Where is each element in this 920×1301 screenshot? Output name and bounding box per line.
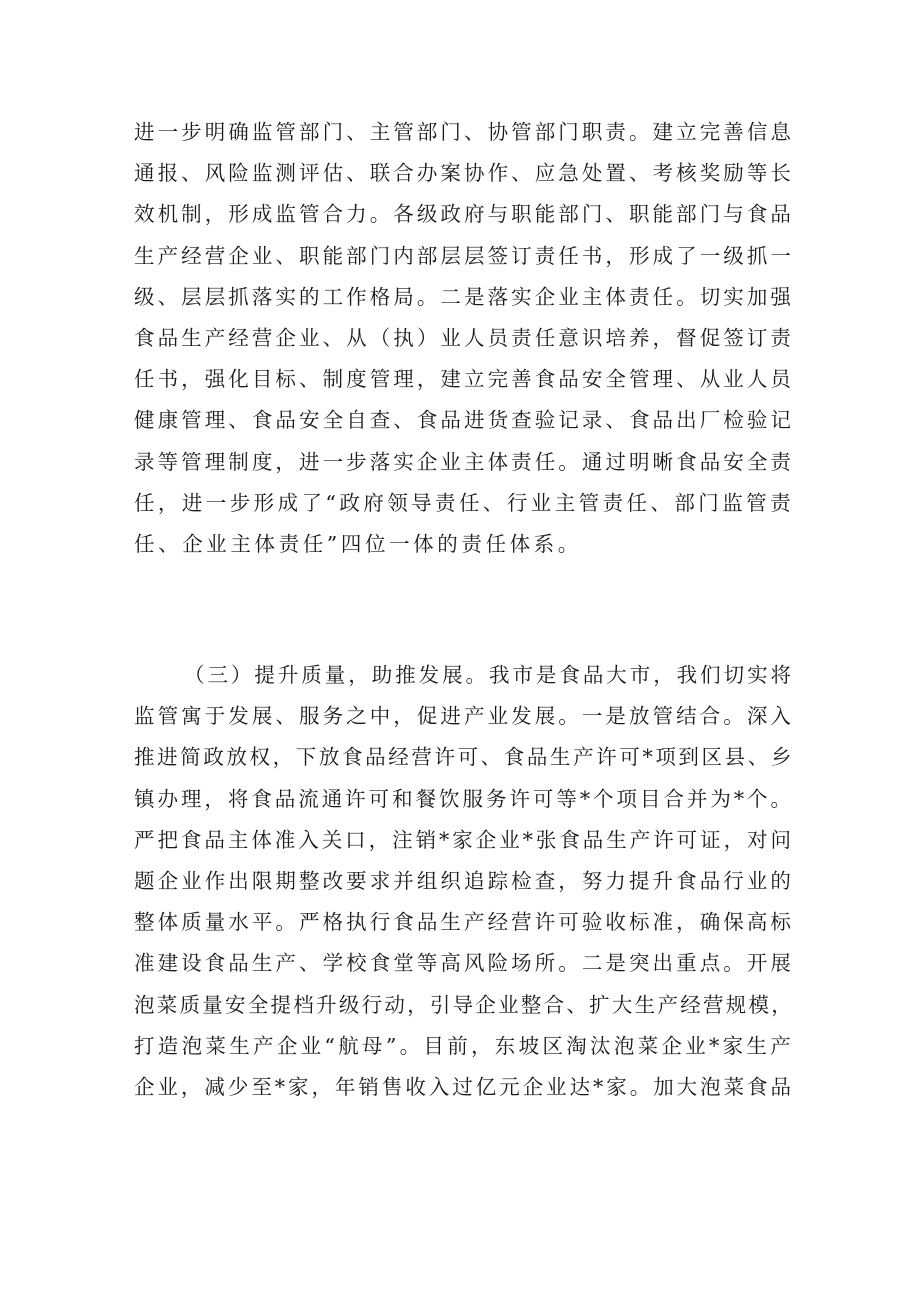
text-line: 整体质量水平。严格执行食品生产经营许可验收标准，确保高标 [134,910,794,935]
text-line: 严把食品主体准入关口，注销*家企业*张食品生产许可证，对问 [134,827,794,852]
text-line: 生产经营企业、职能部门内部层层签订责任书，形成了一级抓一 [134,243,794,268]
text-line: 级、层层抓落实的工作格局。二是落实企业主体责任。切实加强 [134,284,794,309]
text-line: 打造泡菜生产企业“航母”。目前，东坡区淘汰泡菜企业*家生产 [134,1033,794,1058]
paragraph-responsibility-system [134,112,794,565]
text-line: 效机制，形成监管合力。各级政府与职能部门、职能部门与食品 [134,202,794,227]
text-line: 任，进一步形成了“政府领导责任、行业主管责任、部门监管责 [134,490,794,515]
text-line: 任书，强化目标、制度管理，建立完善食品安全管理、从业人员 [134,367,794,392]
text-line: 食品生产经营企业、从（执）业人员责任意识培养，督促签订责 [134,326,794,351]
section-heading-line: （三）提升质量，助推发展。我市是食品大市，我们切实将 [184,663,794,687]
text-line: 题企业作出限期整改要求并组织追踪检查，努力提升食品行业的 [134,869,794,894]
text-line: 镇办理，将食品流通许可和餐饮服务许可等*个项目合并为*个。 [134,786,794,811]
text-line: 准建设食品生产、学校食堂等高风险场所。二是突出重点。开展 [134,951,794,976]
text-line: 通报、风险监测评估、联合办案协作、应急处置、考核奖励等长 [134,161,794,186]
text-line: 泡菜质量安全提档升级行动，引导企业整合、扩大生产经营规模， [134,992,794,1017]
text-line: 任、企业主体责任”四位一体的责任体系。 [134,532,582,557]
text-line: 监管寓于发展、服务之中，促进产业发展。一是放管结合。深入 [134,704,794,729]
text-line: 健康管理、食品安全自查、食品进货查验记录、食品出厂检验记 [134,408,794,433]
text-line: 推进简政放权，下放食品经营许可、食品生产许可*项到区县、乡 [134,745,794,770]
text-line: 录等管理制度，进一步落实企业主体责任。通过明晰食品安全责 [134,449,794,474]
text-line: 企业，减少至*家，年销售收入过亿元企业达*家。加大泡菜食品 [134,1075,794,1100]
paragraph-quality-development [134,655,794,1108]
text-line: 进一步明确监管部门、主管部门、协管部门职责。建立完善信息 [134,120,794,144]
